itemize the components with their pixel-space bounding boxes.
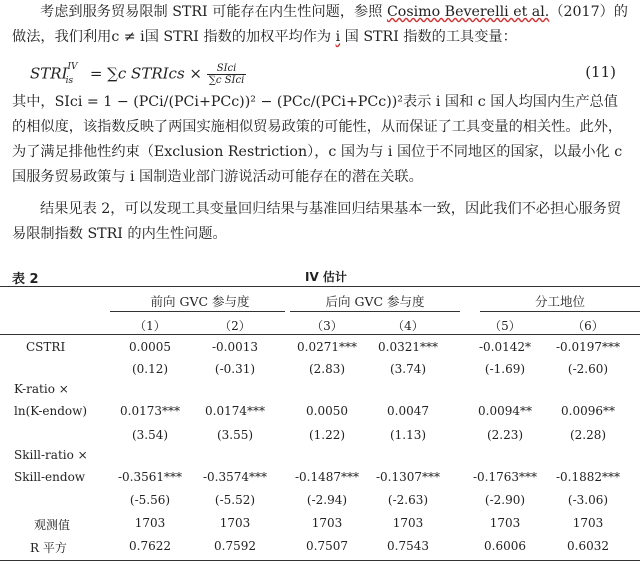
table-cell: -0.0013 xyxy=(211,340,259,354)
table-cell: 0.0094** xyxy=(478,404,532,418)
table-cell: 1703 xyxy=(392,516,424,530)
table-cell: (-2.63) xyxy=(387,493,429,507)
table-cell: 0.7622 xyxy=(129,539,171,553)
row-label: 观测值 xyxy=(34,518,71,532)
eq-fraction xyxy=(207,63,247,86)
table-cell: (3.55) xyxy=(216,428,254,442)
row-label: ln(K-endow) xyxy=(14,404,88,418)
table-cell: (1.13) xyxy=(389,428,427,442)
table-cell: 0.0271*** xyxy=(297,340,357,354)
table-cell: 0.7507 xyxy=(306,539,348,553)
table-cell: 0.7592 xyxy=(214,539,256,553)
table-header-rule xyxy=(0,334,640,335)
table-cell: (-1.69) xyxy=(484,362,526,376)
row-label: R 平方 xyxy=(30,541,67,555)
table-cell: 0.7543 xyxy=(387,539,429,553)
table-cell: -0.1882*** xyxy=(555,470,621,484)
table-cell: -0.0142* xyxy=(478,340,532,354)
eq-num: SIci xyxy=(207,63,247,75)
table-cell: -0.1763*** xyxy=(472,470,538,484)
eq-mid: = ∑c STRIcs × xyxy=(85,64,202,83)
text: i xyxy=(335,29,341,45)
eq-den: ∑c SIci xyxy=(208,75,245,86)
table-bottom-rule xyxy=(0,560,640,561)
table-cell: -0.3574*** xyxy=(202,470,268,484)
col-header: （4） xyxy=(392,319,424,333)
table-cell: 0.0174*** xyxy=(205,404,265,418)
paragraph-explanation xyxy=(12,90,632,190)
table-cell: -0.3561*** xyxy=(117,470,183,484)
group-rule xyxy=(110,311,285,312)
table-cell: 1703 xyxy=(489,516,521,530)
table-cell: (0.12) xyxy=(131,362,169,376)
table-cell: (-0.31) xyxy=(214,362,256,376)
eq-sub: is xyxy=(65,75,74,86)
table-cell: (3.74) xyxy=(389,362,427,376)
row-label: Skill-ratio × xyxy=(14,448,88,462)
table-cell: 0.0005 xyxy=(129,340,171,354)
table-cell: 0.0173*** xyxy=(120,404,180,418)
text: （2017）的做法，我们利用c ≠ i国 STRI 指数的加权平均作为 xyxy=(12,4,628,45)
text: 其中，SIci = 1 − (PCi/(PCi+PCc))² − (PCc/(PCi+PCc))²表示 i 国和 c 国人均国内生产总值的相似度，该指数反映了两国实施相似贸易政策的可能性，从而保证了工具变量的相关性。此外，为了满足排他性约束（Exclusion Restriction），c 国为与 i 国位于不同地区的国家，以最小化 c 国服务贸易政策与 i 国制造业部门游说活动可能存在的潜在关联。 xyxy=(12,94,623,185)
table-cell: (-3.06) xyxy=(567,493,609,507)
table-cell: 1703 xyxy=(134,516,166,530)
group-header-backward: 后向 GVC 参与度 xyxy=(325,294,425,309)
eq-lhs: STRI xyxy=(30,64,68,83)
eq-sup: IV xyxy=(67,61,78,72)
table-cell: (-2.94) xyxy=(306,493,348,507)
table-cell: (2.83) xyxy=(308,362,346,376)
citation: Cosimo Beverelli et al. xyxy=(386,4,550,20)
col-header: （1） xyxy=(134,319,166,333)
table-cell: 0.0321*** xyxy=(378,340,438,354)
table-cell: -0.0197*** xyxy=(555,340,621,354)
col-header: （3） xyxy=(311,319,343,333)
group-header-forward: 前向 GVC 参与度 xyxy=(150,294,250,309)
table-cell: 0.0050 xyxy=(306,404,348,418)
table-cell: (2.28) xyxy=(569,428,607,442)
equation-number: (11) xyxy=(585,63,616,81)
equation-11 xyxy=(30,57,628,91)
text: 考虑到服务贸易限制 STRI 可能存在内生性问题，参照 xyxy=(40,4,387,20)
table-cell: 0.0047 xyxy=(387,404,429,418)
table-cell: (2.23) xyxy=(486,428,524,442)
col-header: （6） xyxy=(572,319,604,333)
table-title: 表 2 xyxy=(12,272,39,287)
col-header: （2） xyxy=(219,319,251,333)
table-cell: 1703 xyxy=(311,516,343,530)
table-cell: -0.1487*** xyxy=(294,470,360,484)
table-cell: 0.6032 xyxy=(567,539,609,553)
row-label: Skill-endow xyxy=(14,470,86,484)
group-rule xyxy=(290,311,460,312)
table-cell: (-2.60) xyxy=(567,362,609,376)
paragraph-intro xyxy=(12,0,632,50)
equation-body xyxy=(30,63,246,86)
table-cell: (-5.52) xyxy=(214,493,256,507)
col-header: （5） xyxy=(489,319,521,333)
table-cell: -0.1307*** xyxy=(375,470,441,484)
paragraph-result xyxy=(12,197,632,247)
row-label: K-ratio × xyxy=(14,382,69,396)
table-top-rule xyxy=(0,286,640,287)
group-rule xyxy=(480,311,640,312)
table-cell: 1703 xyxy=(572,516,604,530)
group-header-position: 分工地位 xyxy=(534,294,585,309)
table-estimate-label: IV 估计 xyxy=(305,270,347,284)
table-cell: (3.54) xyxy=(131,428,169,442)
table-cell: 0.6006 xyxy=(484,539,526,553)
table-cell: (-5.56) xyxy=(129,493,171,507)
table-cell: 1703 xyxy=(219,516,251,530)
table-cell: (1.22) xyxy=(308,428,346,442)
text: 结果见表 2，可以发现工具变量回归结果与基准回归结果基本一致，因此我们不必担心服务贸易限制指数 STRI 的内生性问题。 xyxy=(12,201,622,242)
row-label: CSTRI xyxy=(26,340,66,354)
table-cell: (-2.90) xyxy=(484,493,526,507)
table-cell: 0.0096** xyxy=(561,404,615,418)
text: 国 STRI 指数的工具变量： xyxy=(340,29,517,45)
